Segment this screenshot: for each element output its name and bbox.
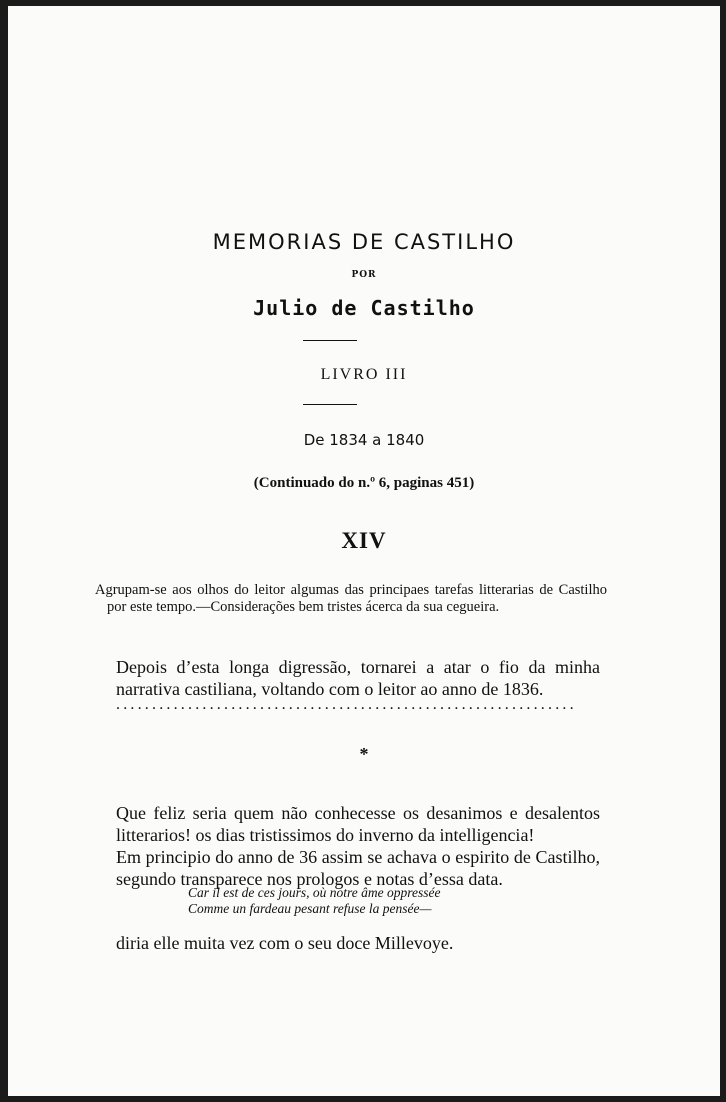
paragraph-1: Depois d’esta longa digressão, tornarei a atar o fio da minha narrativa castiliana, voltando com o leitor ao anno de 1836. [116, 657, 600, 699]
paragraph-2-part-1: Que feliz seria quem não conhecesse os desanimos e desalentos litterarios! os dias tristissimos do inverno da intelligencia! [116, 803, 600, 845]
paragraph-2-part-2: Em principio do anno de 36 assim se achava o espirito de Castilho, segundo transparece nos prologos e notas d’essa data. [116, 847, 600, 889]
paragraph-3: diria elle muita vez com o seu doce Millevoye. [116, 933, 454, 953]
book-number: LIVRO III [320, 366, 408, 383]
page-title: MEMORIAS DE CASTILHO [212, 230, 516, 254]
chapter-summary: Agrupam-se aos olhos do leitor algumas das principaes tarefas litterarias de Castilho por este tempo.—Considerações bem tristes ácerca da sua cegueira. [95, 582, 607, 615]
author-name: Julio de Castilho [253, 296, 475, 320]
verse-line-1: Car il est de ces jours, où notre âme oppressée [188, 885, 441, 900]
byline-por: POR [351, 270, 377, 280]
verse-quote [188, 885, 528, 917]
divider-bottom [303, 404, 357, 405]
verse-line-2: Comme un fardeau pesant refuse la pensée— [188, 901, 432, 916]
section-separator: * [359, 744, 369, 764]
continuation-note: (Continuado do n.º 6, paginas 451) [253, 475, 475, 491]
divider-top [303, 340, 357, 341]
paragraph-2 [116, 802, 600, 890]
ellipsis-line: ................................................................ [116, 696, 577, 713]
date-range: De 1834 a 1840 [303, 431, 425, 449]
chapter-number: XIV [341, 528, 387, 553]
book-page [8, 6, 720, 1096]
